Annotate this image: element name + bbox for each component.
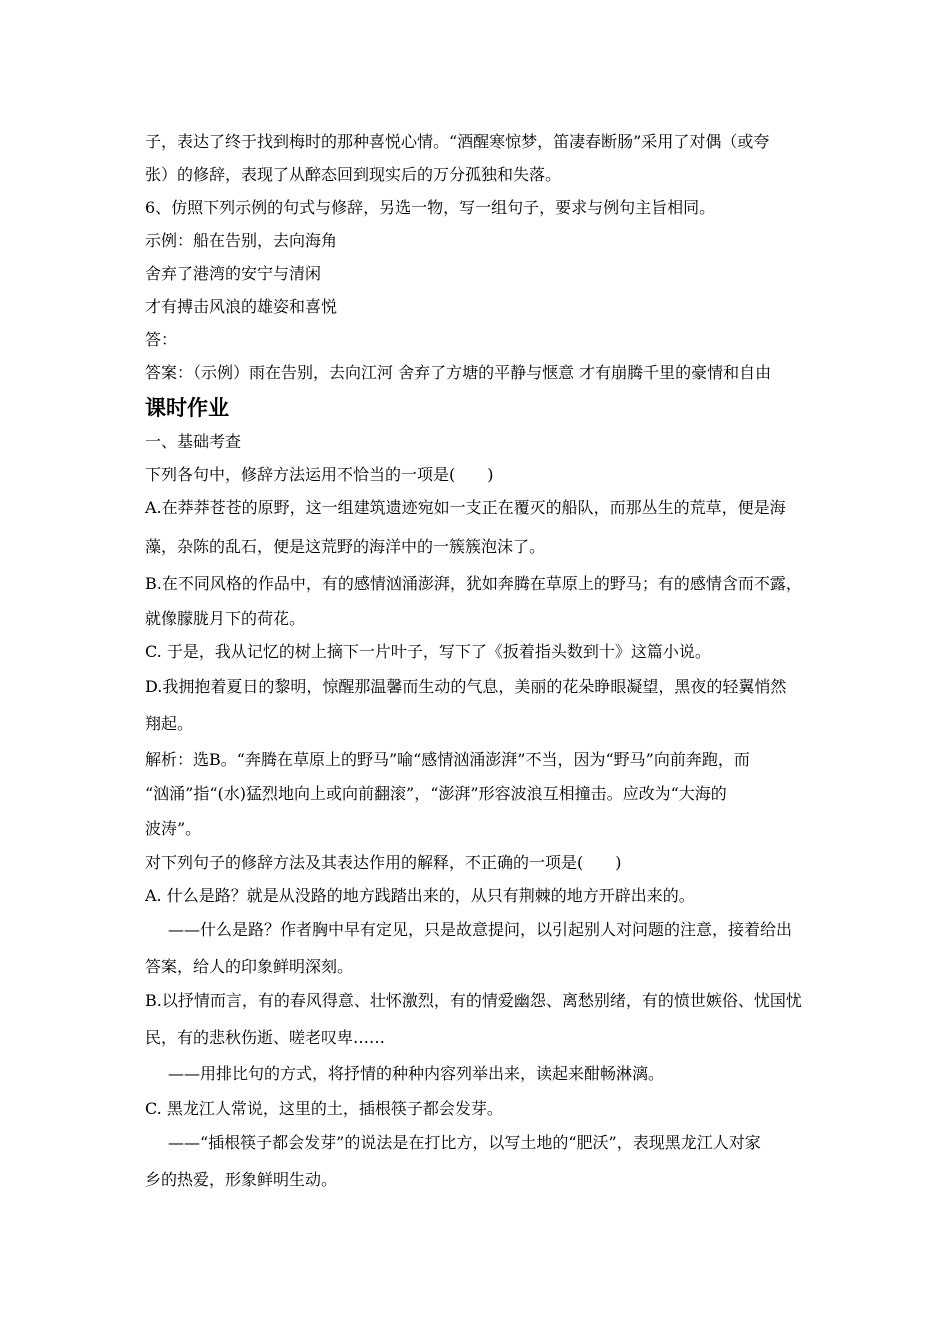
analysis-line: 解析：选B。“奔腾在草原上的野马”喻“感情汹涌澎湃”不当，因为“野马”向前奔跑，而 [145, 750, 750, 769]
option-b: B.以抒情而言，有的春风得意、壮怀激烈，有的情爱幽怨、离愁别绪，有的愤世嫉俗、忧国忧 [145, 991, 802, 1010]
section-title: 一、基础考查 [145, 432, 242, 451]
analysis-line: “汹涌”指“(水)猛烈地向上或向前翻滚”，“澎湃”形容波浪互相撞击。应改为“大海的 [145, 784, 727, 803]
section-heading: 课时作业 [145, 396, 229, 420]
text-line: 子，表达了终于找到梅时的那种喜悦心情。“酒醒寒惊梦，笛凄春断肠”采用了对偶（或夸 [145, 132, 770, 151]
option-d: D.我拥抱着夏日的黎明，惊醒那温馨而生动的气息，美丽的花朵睁眼凝望，黑夜的轻翼悄然 [145, 677, 787, 696]
option-c: C. 黑龙江人常说，这里的土，插根筷子都会发芽。 [145, 1099, 503, 1118]
option-note: ——什么是路？作者胸中早有定见，只是故意提问，以引起别人对问题的注意，接着给出 [168, 920, 793, 939]
text-line: 答： [145, 330, 178, 349]
option-a: A.在莽莽苍苍的原野，这一组建筑遗迹宛如一支正在覆灭的船队，而那丛生的荒草，便是海 [145, 498, 786, 517]
text-line: 张）的修辞，表现了从醉态回到现实后的万分孤独和失落。 [145, 165, 562, 184]
question-stem: 下列各句中，修辞方法运用不恰当的一项是( ) [145, 465, 494, 484]
question-stem: 对下列句子的修辞方法及其表达作用的解释，不正确的一项是( ) [145, 853, 622, 872]
option-a: 藻，杂陈的乱石，便是这荒野的海洋中的一簇簇泡沫了。 [145, 537, 546, 556]
option-a: A. 什么是路？就是从没路的地方践踏出来的，从只有荆棘的地方开辟出来的。 [145, 886, 695, 905]
option-b: B.在不同风格的作品中，有的感情汹涌澎湃，犹如奔腾在草原上的野马；有的感情含而不露， [145, 574, 802, 593]
text-line: 舍弃了港湾的安宁与清闲 [145, 264, 322, 283]
text-line: 示例：船在告别，去向海角 [145, 231, 338, 250]
option-note: 乡的热爱，形象鲜明生动。 [145, 1170, 338, 1189]
option-note: ——用排比句的方式，将抒情的种种内容列举出来，读起来酣畅淋漓。 [168, 1064, 665, 1083]
answer-line: 答案：（示例）雨在告别，去向江河 舍弃了方塘的平静与惬意 才有崩腾千里的豪情和自由 [145, 363, 772, 382]
option-b: 民，有的悲秋伤逝、嗟老叹卑…… [145, 1028, 386, 1047]
option-b: 就像朦胧月下的荷花。 [145, 609, 306, 628]
option-d: 翔起。 [145, 714, 194, 733]
analysis-line: 波涛”。 [145, 819, 202, 838]
option-c: C. 于是，我从记忆的树上摘下一片叶子，写下了《扳着指头数到十》这篇小说。 [145, 642, 711, 661]
text-line: 才有搏击风浪的雄姿和喜悦 [145, 297, 338, 316]
text-line: 6、仿照下列示例的句式与修辞，另选一物，写一组句子，要求与例句主旨相同。 [145, 198, 716, 217]
option-note: ——“插根筷子都会发芽”的说法是在打比方，以写土地的“肥沃”，表现黑龙江人对家 [168, 1133, 761, 1152]
option-note: 答案，给人的印象鲜明深刻。 [145, 957, 354, 976]
